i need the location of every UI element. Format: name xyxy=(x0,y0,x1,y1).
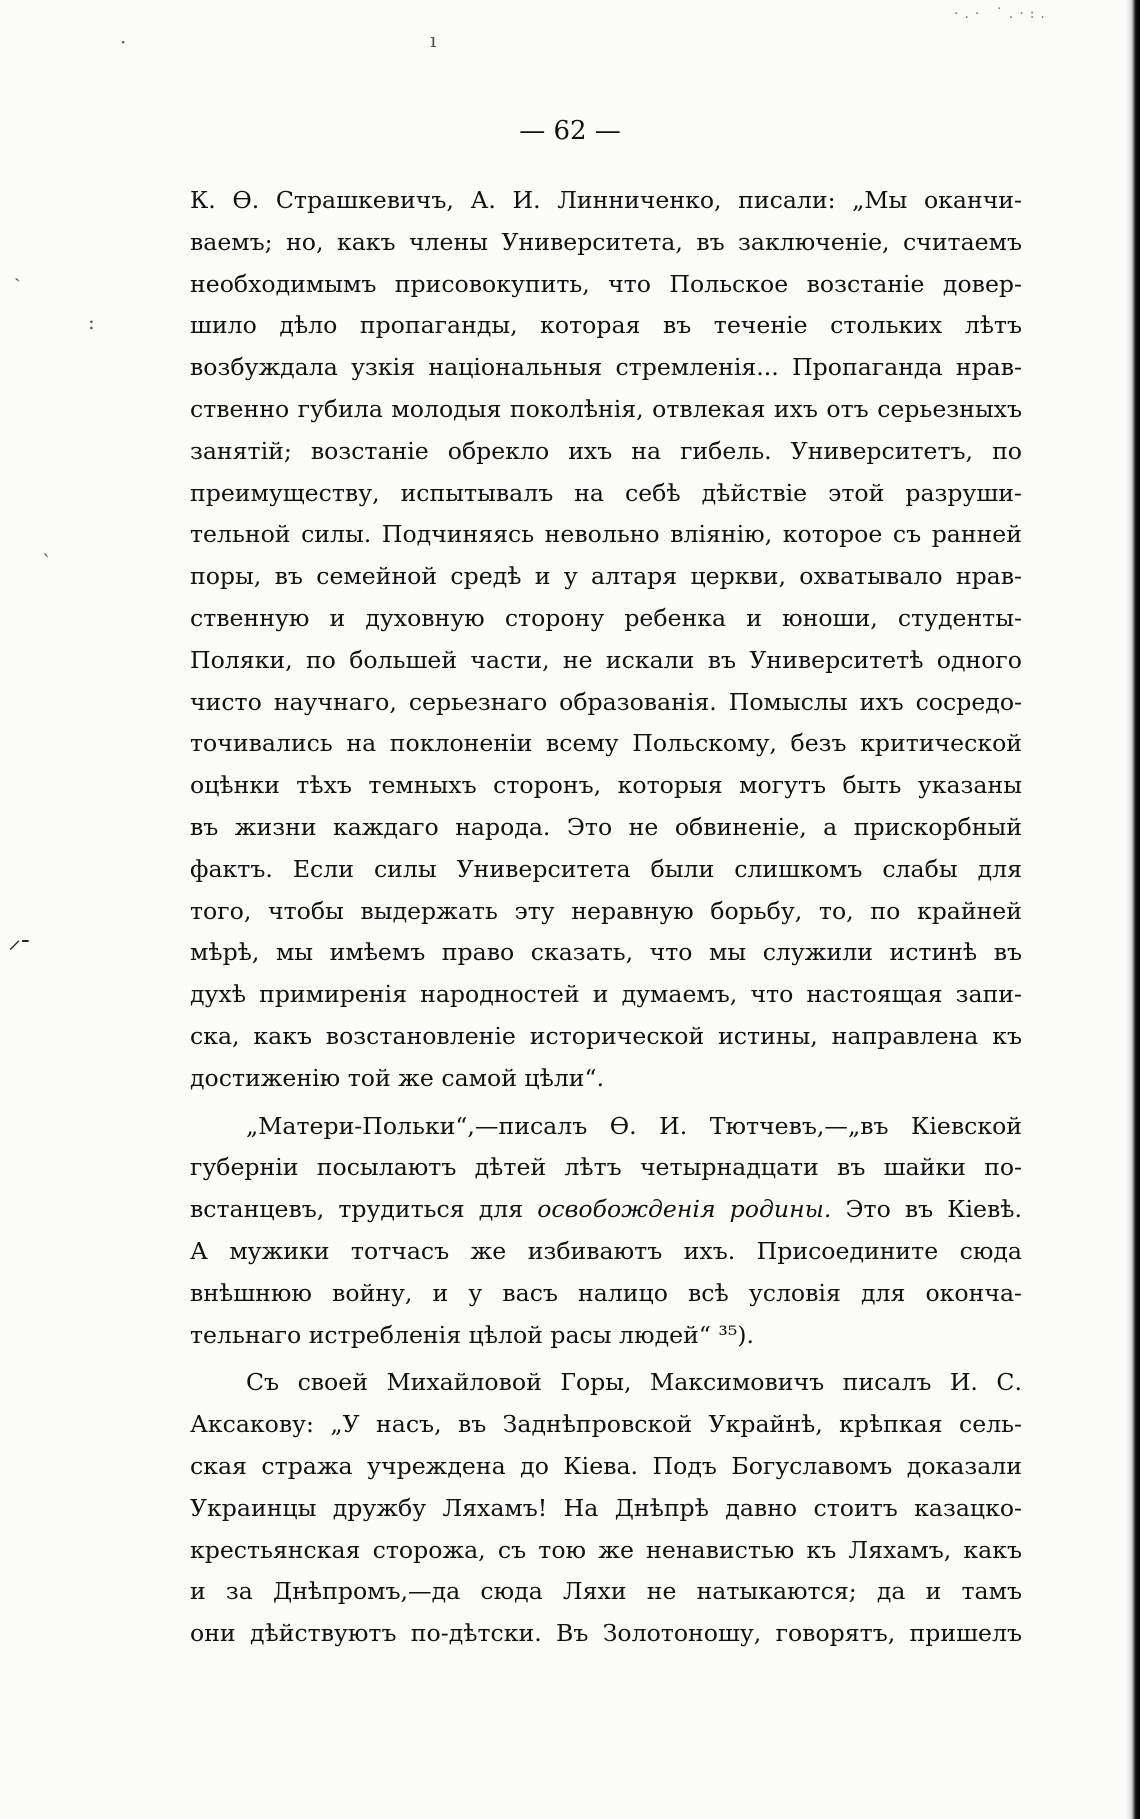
text-line: крестьянская сторожа, съ тою же ненавистью къ Ляхамъ, какъ xyxy=(190,1535,1022,1564)
body-text xyxy=(190,180,1022,1655)
text-line: того, чтобы выдержать эту неравную борьбу, то, по крайней xyxy=(190,896,1022,925)
text-line: ственно губила молодыя поколѣнія, отвлекая ихъ отъ серьезныхъ xyxy=(190,394,1022,423)
text-line: Украинцы дружбу Ляхамъ! На Днѣпрѣ давно стоитъ казацко- xyxy=(190,1493,1022,1522)
text-segment: встанцевъ, трудиться для xyxy=(190,1195,538,1224)
text-line: занятій; возстаніе обрекло ихъ на гибель. Университетъ, по xyxy=(190,436,1022,465)
text-line: оцѣнки тѣхъ темныхъ сторонъ, которыя могутъ быть указаны xyxy=(190,771,1022,800)
text-line: точивались на поклоненіи всему Польскому, безъ критической xyxy=(190,729,1022,758)
text-line: ственную и духовную сторону ребенка и юноши, студенты- xyxy=(190,603,1022,632)
text-line: достиженію той же самой цѣли“. xyxy=(190,1063,605,1092)
scan-mark: ˏ xyxy=(14,258,21,282)
page-number: — 62 — xyxy=(519,116,621,146)
scan-mark: · xyxy=(120,30,127,54)
text-line: духѣ примиренія народностей и думаемъ, что настоящая запи- xyxy=(190,980,1022,1009)
text-line: Поляки, по большей части, не искали въ Университетѣ одного xyxy=(190,645,1022,674)
text-line: К. Ѳ. Страшкевичъ, А. И. Линниченко, писали: „Мы оканчи- xyxy=(190,186,1022,214)
scan-mark: ⸝- xyxy=(8,925,30,955)
text-line: они дѣйствуютъ по-дѣтски. Въ Золотоношу, говорятъ, пришелъ xyxy=(190,1619,1022,1648)
text-line: преимуществу, испытывалъ на себѣ дѣйствіе этой разруши- xyxy=(190,478,1022,507)
text-line: ская стража учреждена до Кіева. Подъ Богуславомъ доказали xyxy=(190,1451,1022,1480)
text-line: чисто научнаго, серьезнаго образованія. Помыслы ихъ сосредо- xyxy=(190,687,1022,716)
text-line: „Матери-Польки“,—писалъ Ѳ. И. Тютчевъ,—„въ Кіевской xyxy=(246,1111,1022,1140)
text-line: въ жизни каждаго народа. Это не обвиненіе, а прискорбный xyxy=(190,812,1022,841)
scan-speckle: ·.· ˙.·:. xyxy=(954,6,1051,22)
italic-phrase: освобожденія родины. xyxy=(537,1195,832,1224)
text-line: ваемъ; но, какъ члены Университета, въ заключеніе, считаемъ xyxy=(190,227,1022,256)
text-line: мѣрѣ, мы имѣемъ право сказать, что мы служили истинѣ въ xyxy=(190,938,1022,967)
scan-mark: ` xyxy=(42,550,52,574)
text-segment: Это въ Кіевѣ. xyxy=(831,1195,1022,1224)
text-line xyxy=(190,1189,1022,1231)
text-line: тельной силы. Подчиняясь невольно вліянію, которое съ ранней xyxy=(190,520,1022,549)
text-line: Съ своей Михайловой Горы, Максимовичъ писалъ И. С. xyxy=(246,1368,1022,1397)
scan-mark: ı xyxy=(430,28,437,52)
text-line: тельнаго истребленія цѣлой расы людей“ ³⁵). xyxy=(190,1320,754,1349)
text-line: необходимымъ присовокупить, что Польское возстаніе довер- xyxy=(190,269,1022,298)
text-line: Аксакову: „У насъ, въ Заднѣпровской Украйнѣ, крѣпкая сель- xyxy=(190,1410,1022,1439)
text-line: губерніи посылаютъ дѣтей лѣтъ четырнадцати въ шайки по- xyxy=(190,1153,1022,1182)
text-line: А мужики тотчасъ же избиваютъ ихъ. Присоедините сюда xyxy=(190,1236,1022,1265)
text-line: шило дѣло пропаганды, которая въ теченіе стольких лѣтъ xyxy=(190,311,1022,340)
text-line: поры, въ семейной средѣ и у алтаря церкви, охватывало нрав- xyxy=(190,562,1022,591)
text-line: фактъ. Если силы Университета были слишкомъ слабы для xyxy=(190,854,1022,883)
text-line: ска, какъ возстановленіе исторической истины, направлена къ xyxy=(190,1021,1022,1050)
page-edge-shadow xyxy=(1126,0,1140,1819)
text-line: возбуждала узкія національныя стремленія... Пропаганда нрав- xyxy=(190,353,1022,382)
text-line: внѣшнюю войну, и у васъ налицо всѣ условія для оконча- xyxy=(190,1278,1022,1307)
text-line: и за Днѣпромъ,—да сюда Ляхи не натыкаются; да и тамъ xyxy=(190,1577,1022,1606)
scan-mark: : xyxy=(88,310,95,334)
